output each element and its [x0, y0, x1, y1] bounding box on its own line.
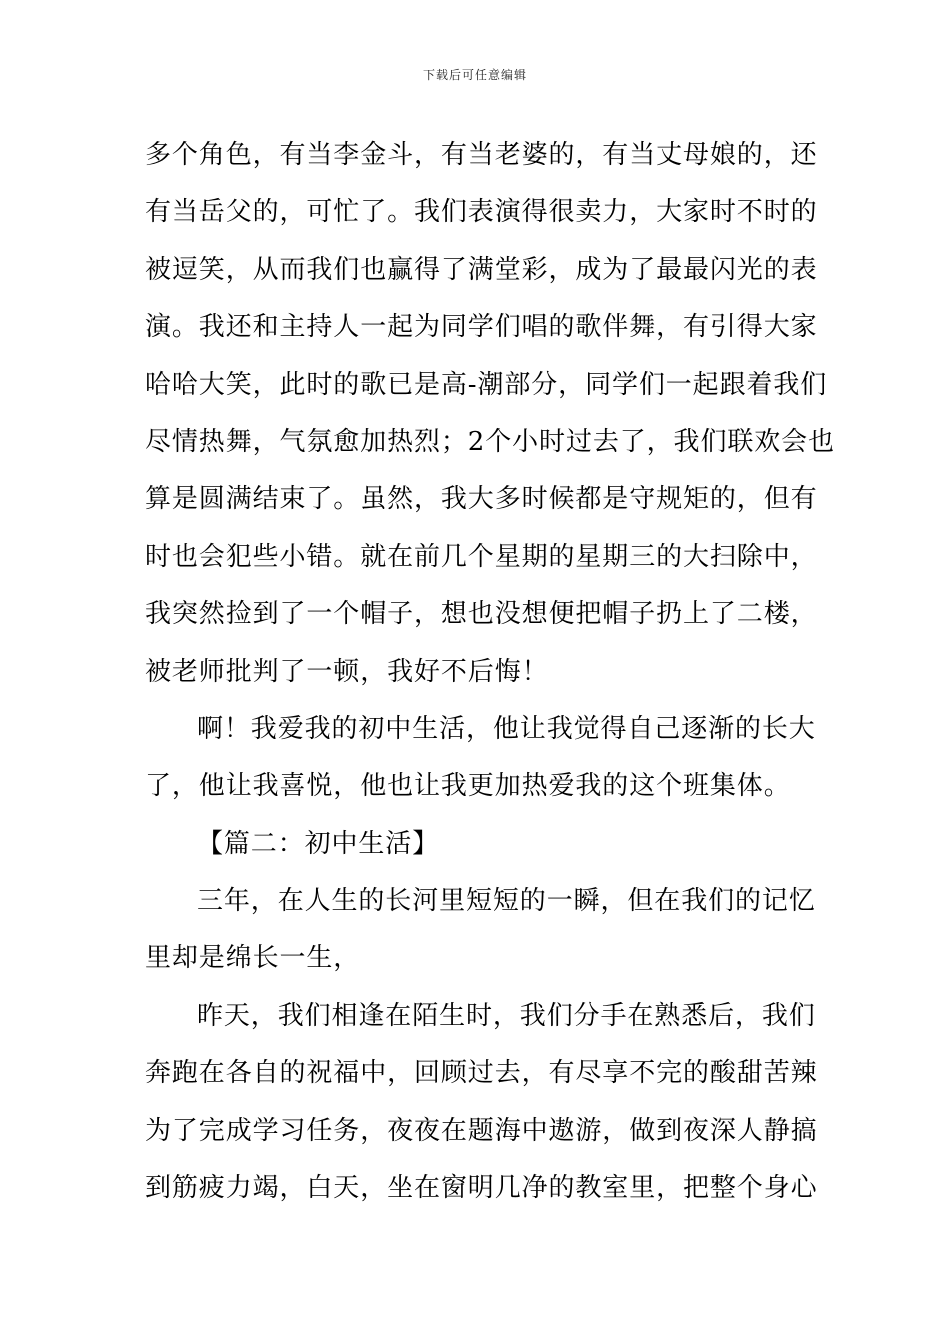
text-line: 多个角色，有当李金斗，有当老婆的，有当丈母娘的，还 — [145, 140, 818, 170]
text-line: 有当岳父的，可忙了。我们表演得很卖力，大家时不时的 — [145, 197, 818, 228]
text-line: 我突然捡到了一个帽子，想也没想便把帽子扔上了二楼， — [145, 599, 818, 630]
text-line: 被逗笑，从而我们也赢得了满堂彩，成为了最最闪光的表 — [145, 254, 818, 285]
text-line: 里却是绵长一生， — [145, 943, 361, 974]
paragraph-start-line: 昨天，我们相逢在陌生时，我们分手在熟悉后，我们 — [197, 1000, 816, 1031]
text-line: 尽情热舞，气氛愈加热烈；2个小时过去了，我们联欢会也 — [145, 426, 835, 457]
document-body — [145, 127, 835, 1217]
text-line: 被老师批判了一顿，我好不后悔！ — [145, 656, 549, 687]
text-line: 了，他让我喜悦，他也让我更加热爱我的这个班集体。 — [145, 771, 791, 802]
section-heading: 【篇二：初中生活】 — [197, 828, 440, 859]
paragraph-start-line: 啊！我爱我的初中生活，他让我觉得自己逐渐的长大 — [197, 713, 816, 744]
page-header: 下载后可任意编辑 — [422, 68, 527, 82]
paragraph-start-line: 三年，在人生的长河里短短的一瞬，但在我们的记忆 — [197, 886, 816, 917]
text-line: 哈哈大笑，此时的歌已是高-潮部分，同学们一起跟着我们 — [145, 369, 828, 400]
text-line: 时也会犯些小错。就在前几个星期的星期三的大扫除中， — [145, 541, 818, 572]
text-line: 为了完成学习任务，夜夜在题海中遨游，做到夜深人静搞 — [145, 1115, 818, 1146]
text-line: 算是圆满结束了。虽然，我大多时候都是守规矩的，但有 — [145, 484, 818, 515]
text-line: 演。我还和主持人一起为同学们唱的歌伴舞，有引得大家 — [145, 312, 818, 343]
text-line: 到筋疲力竭，白天，坐在窗明几净的教室里，把整个身心 — [145, 1173, 818, 1204]
text-line: 奔跑在各自的祝福中，回顾过去，有尽享不完的酸甜苦辣 — [145, 1058, 818, 1089]
